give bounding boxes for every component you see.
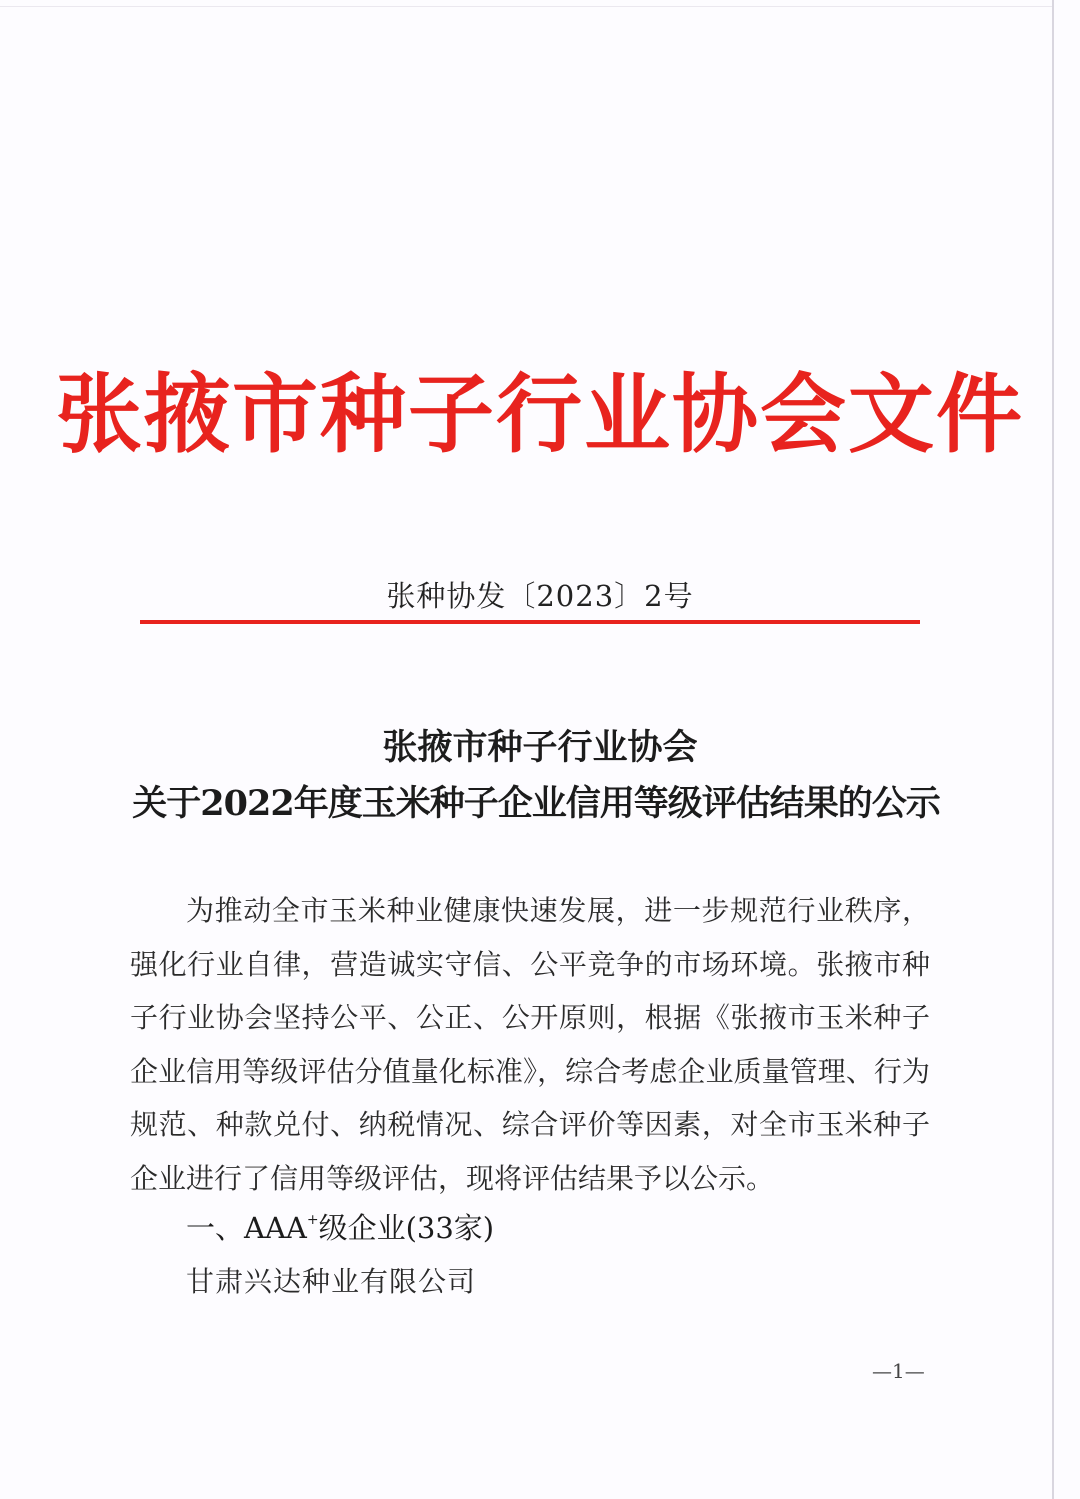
- body-paragraph: 为推动全市玉米种业健康快速发展，进一步规范行业秩序，强化行业自律，营造诚实守信、公平竞争的市场环境。张掖市种子行业协会坚持公平、公正、公开原则，根据《张掖市玉米种子企业信用等级评估分值量化标准》，综合考虑企业质量管理、行为规范、种款兑付、纳税情况、综合评价等因素，对全市玉米种子企业进行了信用等级评估，现将评估结果予以公示。: [130, 894, 930, 1195]
- section-heading-prefix: 一、AAA: [186, 1211, 307, 1245]
- company-list-item: 甘肃兴达种业有限公司: [186, 1265, 477, 1298]
- red-divider-line: [140, 620, 920, 624]
- page-number: —1—: [872, 1359, 925, 1383]
- scan-edge-top: [0, 6, 1052, 7]
- document-number: 张种协发〔2023〕2号: [386, 579, 694, 613]
- notice-title-line-1: 张掖市种子行业协会: [382, 727, 698, 768]
- notice-title-line-2: 关于2022年度玉米种子企业信用等级评估结果的公示: [132, 783, 940, 824]
- section-heading-superscript: +: [306, 1212, 319, 1228]
- section-heading-aaa-plus: [186, 1206, 494, 1250]
- section-heading-suffix: 级企业(33家): [318, 1211, 495, 1245]
- masthead-title: 张掖市种子行业协会文件: [56, 364, 1024, 465]
